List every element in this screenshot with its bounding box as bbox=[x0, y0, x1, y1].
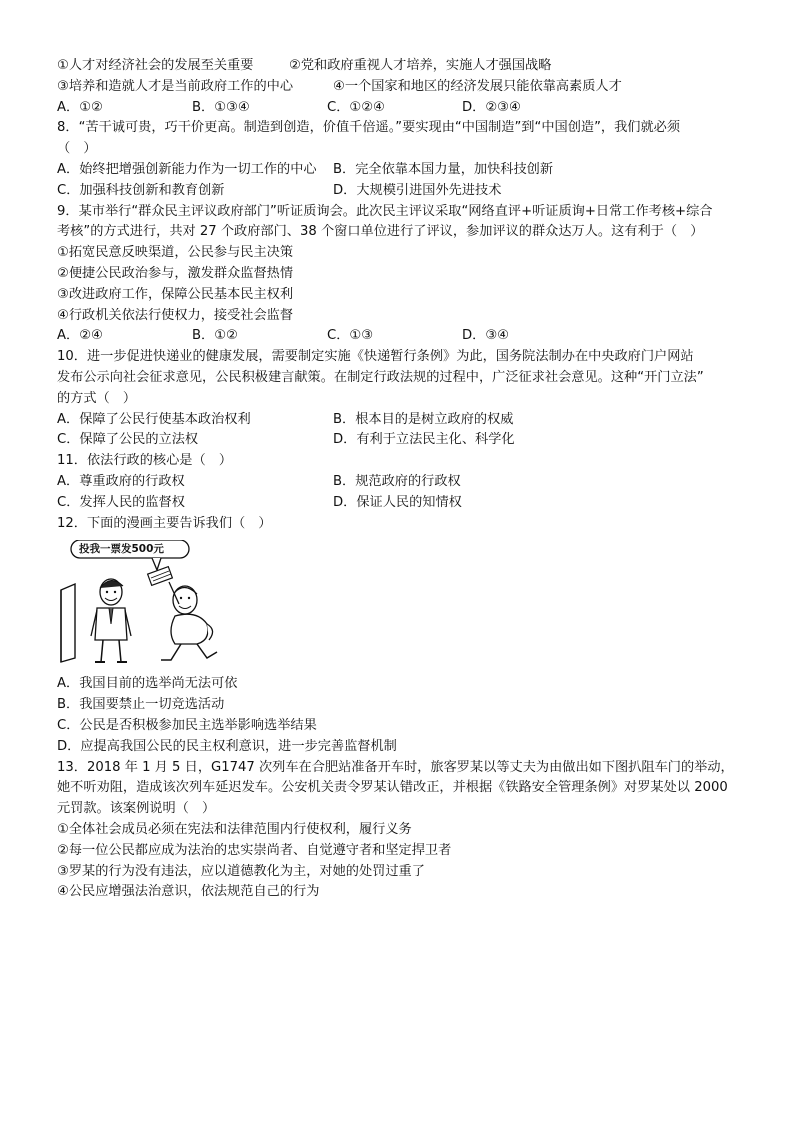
q11-choices-row2 bbox=[57, 493, 747, 514]
q9-choice-c[interactable]: C．①③ bbox=[327, 328, 374, 344]
q9-option-2: ②便捷公民政治参与，激发群众监督热情 bbox=[57, 265, 294, 281]
q9-choice-b[interactable]: B．①② bbox=[192, 328, 238, 344]
q7-choice-d[interactable]: D．②③④ bbox=[462, 99, 521, 115]
q12-choice-b[interactable]: B．我国要禁止一切竞选活动 bbox=[57, 697, 225, 713]
q10-choice-c[interactable]: C．保障了公民的立法权 bbox=[57, 432, 199, 448]
q10-choice-b[interactable]: B．根本目的是树立政府的权威 bbox=[333, 411, 514, 427]
q13-option-3: ③罗某的行为没有违法，应以道德教化为主，对她的处罚过重了 bbox=[57, 863, 425, 879]
q10-stem-line1: 10．进一步促进快递业的健康发展，需要制定实施《快递暂行条例》为此，国务院法制办在中央政府门户网站 bbox=[57, 349, 694, 365]
q8-choice-a[interactable]: A．始终把增强创新能力作为一切工作的中心 bbox=[57, 161, 317, 177]
q8-stem-line2: （ ） bbox=[57, 141, 97, 157]
cartoon-drawing bbox=[57, 540, 237, 668]
q9-stem-line2: 考核”的方式进行，共对 27 个政府部门、38 个窗口单位进行了评议，参加评议的群众达万人。这有利于（ ） bbox=[57, 224, 704, 240]
q10-choice-d[interactable]: D．有利于立法民主化、科学化 bbox=[333, 432, 515, 448]
q11-choices-row1 bbox=[57, 472, 747, 493]
q7-choice-a[interactable]: A．①② bbox=[57, 99, 103, 115]
q7-option-3: ③培养和造就人才是当前政府工作的中心 bbox=[57, 78, 294, 94]
q8-stem-line1: 8．“苦干诚可贵，巧干价更高。制造到创造，价值千倍遥。”要实现由“中国制造”到“中国创造”，我们就必须 bbox=[57, 120, 681, 136]
q12-choice-a[interactable]: A．我国目前的选举尚无法可依 bbox=[57, 676, 238, 692]
q11-stem: 11．依法行政的核心是（ ） bbox=[57, 453, 233, 469]
q12-stem: 12．下面的漫画主要告诉我们（ ） bbox=[57, 515, 272, 531]
vote-buying-cartoon bbox=[57, 540, 237, 668]
q10-choices-row2 bbox=[57, 430, 747, 451]
q8-choice-c[interactable]: C．加强科技创新和教育创新 bbox=[57, 182, 225, 198]
q8-choice-d[interactable]: D．大规模引进国外先进技术 bbox=[333, 182, 502, 198]
q13-option-2: ②每一位公民都应成为法治的忠实崇尚者、自觉遵守者和坚定捍卫者 bbox=[57, 842, 452, 858]
q10-choices-row1 bbox=[57, 410, 747, 431]
q9-option-4: ④行政机关依法行使权力，接受社会监督 bbox=[57, 307, 294, 323]
q9-option-1: ①拓宽民意反映渠道，公民参与民主决策 bbox=[57, 245, 294, 261]
q7-option-1: ①人才对经济社会的发展至关重要 bbox=[57, 58, 254, 73]
q13-stem-line1: 13．2018 年 1 月 5 日，G1747 次列车在合肥站准备开车时，旅客罗某以等丈夫为由做出如下图扒阻车门的举动， bbox=[57, 759, 734, 775]
q8-choices-row1 bbox=[57, 160, 747, 181]
q7-choice-b[interactable]: B．①③④ bbox=[192, 99, 250, 115]
q13-stem-line3: 元罚款。该案例说明（ ） bbox=[57, 801, 216, 817]
q7-choices bbox=[57, 98, 747, 119]
q10-stem-line3: 的方式（ ） bbox=[57, 390, 137, 406]
q7-options-row1 bbox=[57, 56, 747, 77]
q9-choice-a[interactable]: A．②④ bbox=[57, 328, 103, 344]
q9-stem-line1: 9．某市举行“群众民主评议政府部门”听证质询会。此次民主评议采取“网络直评+听证质询+日常工作考核+综合 bbox=[57, 203, 713, 219]
q11-choice-d[interactable]: D．保证人民的知情权 bbox=[333, 494, 462, 510]
q13-stem-line2: 她不听劝阻，造成该次列车延迟发车。公安机关责令罗某认错改正，并根据《铁路安全管理条例》对罗某处以 2000 bbox=[57, 780, 728, 796]
q11-choice-b[interactable]: B．规范政府的行政权 bbox=[333, 473, 461, 489]
q11-choice-c[interactable]: C．发挥人民的监督权 bbox=[57, 494, 185, 510]
q7-option-2: ②党和政府重视人才培养，实施人才强国战略 bbox=[289, 58, 552, 73]
q13-option-4: ④公民应增强法治意识，依法规范自己的行为 bbox=[57, 884, 320, 900]
q9-option-3: ③改进政府工作，保障公民基本民主权利 bbox=[57, 286, 294, 302]
cartoon-speech-text: 投我一票发500元 bbox=[79, 543, 164, 556]
q7-choice-c[interactable]: C．①②④ bbox=[327, 99, 385, 115]
q8-choice-b[interactable]: B．完全依靠本国力量，加快科技创新 bbox=[333, 161, 554, 177]
exam-page bbox=[57, 56, 747, 903]
q12-choice-c[interactable]: C．公民是否积极参加民主选举影响选举结果 bbox=[57, 717, 317, 733]
q11-choice-a[interactable]: A．尊重政府的行政权 bbox=[57, 473, 185, 489]
q13-option-1: ①全体社会成员必须在宪法和法律范围内行使权利，履行义务 bbox=[57, 821, 412, 837]
q8-choices-row2 bbox=[57, 181, 747, 202]
q10-stem-line2: 发布公示向社会征求意见，公民积极建言献策。在制定行政法规的过程中，广泛征求社会意见。这种“开门立法” bbox=[57, 369, 704, 385]
q10-choice-a[interactable]: A．保障了公民行使基本政治权利 bbox=[57, 411, 251, 427]
q7-options-row2 bbox=[57, 77, 747, 98]
q12-choice-d[interactable]: D．应提高我国公民的民主权利意识，进一步完善监督机制 bbox=[57, 738, 397, 754]
q7-option-4: ④一个国家和地区的经济发展只能依靠高素质人才 bbox=[333, 78, 622, 94]
q9-choice-d[interactable]: D．③④ bbox=[462, 328, 509, 344]
q9-choices bbox=[57, 326, 747, 347]
